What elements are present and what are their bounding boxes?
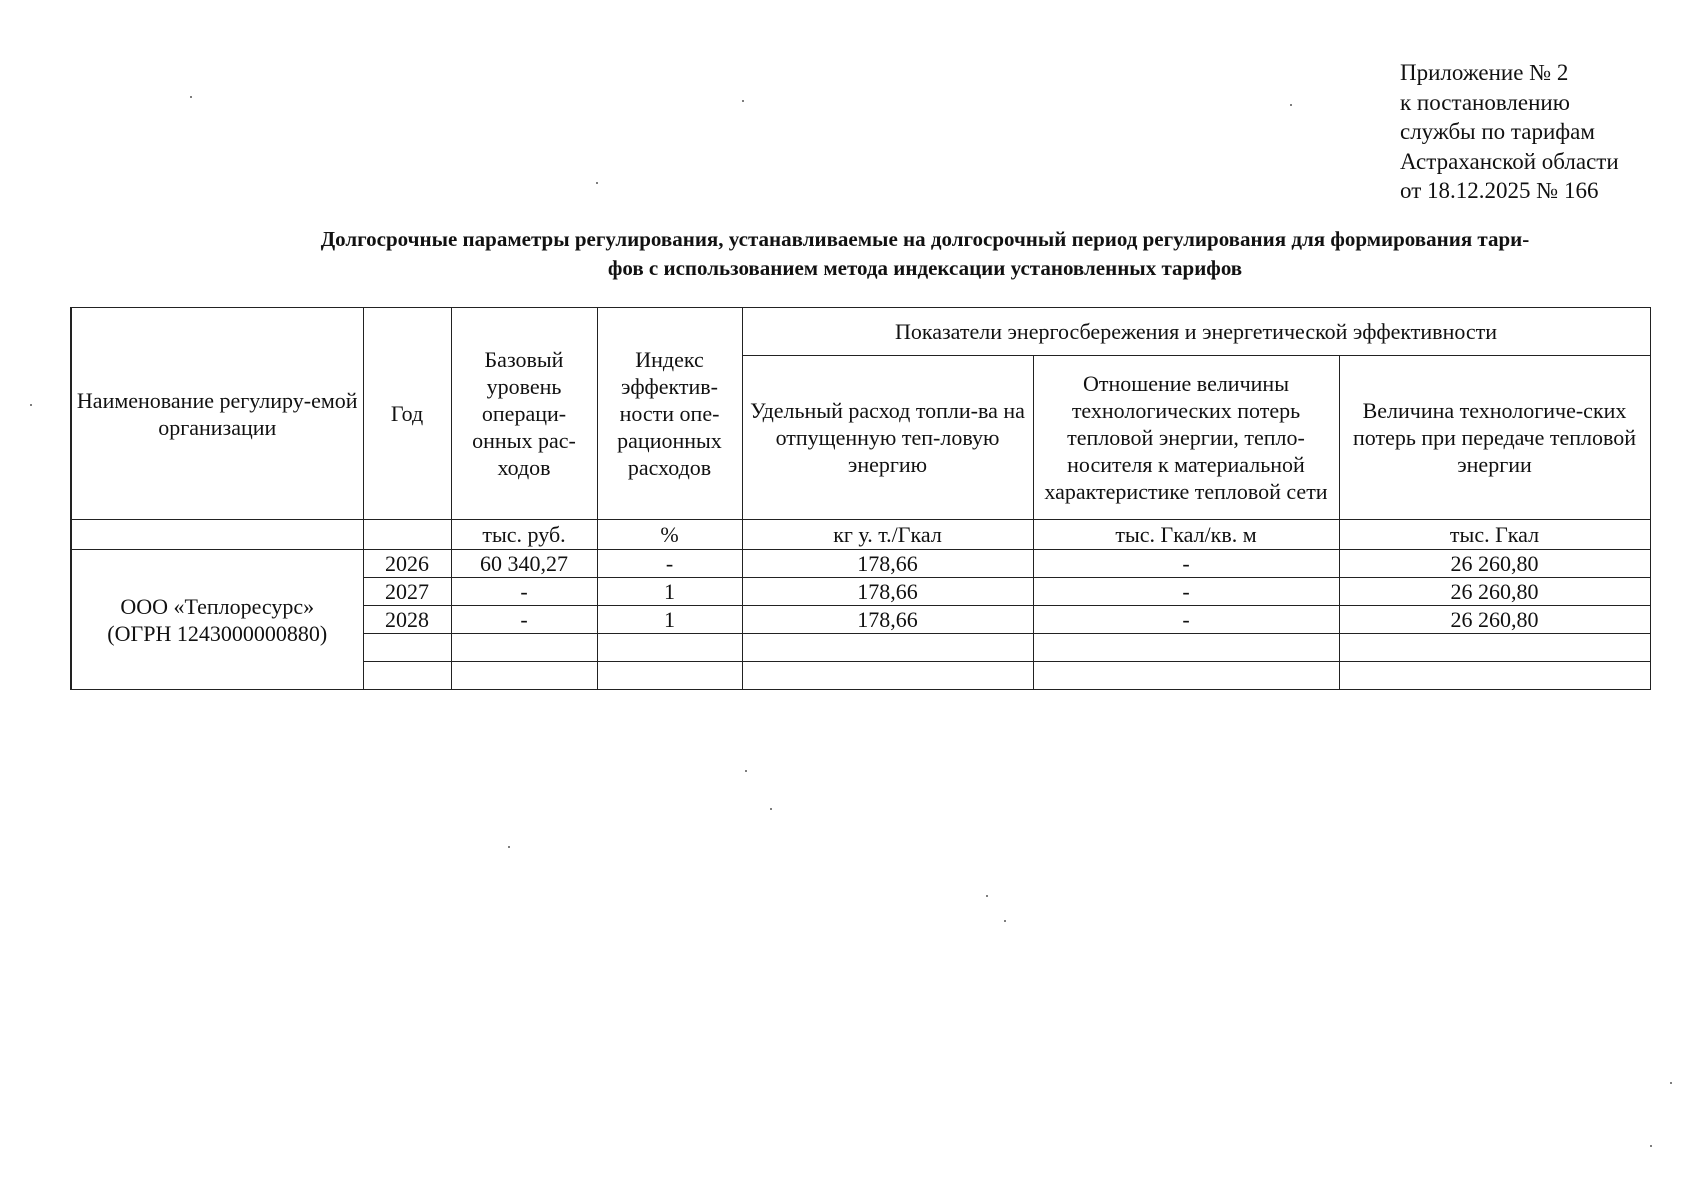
organization-ogrn: (ОГРН 1243000000880) [107,620,328,646]
header-loss-ratio: Отношение величины технологических потерь тепловой энергии, тепло-носителя к материальной характеристике тепловой сети [1033,356,1339,520]
unit-fuel-rate: кг у. т./Гкал [742,520,1033,550]
unit-base-level: тыс. руб. [451,520,597,550]
organization-cell [71,550,363,690]
organization-name: ООО «Теплоресурс» [120,593,315,619]
cell-loss-ratio: - [1033,550,1339,578]
empty-cell [742,662,1033,690]
header-year: Год [363,308,451,520]
header-base-level: Базовый уровень операци-онных рас-ходов [451,308,597,520]
header-row-1 [71,308,1650,356]
scan-speck [742,100,744,102]
cell-fuel-rate: 178,66 [742,606,1033,634]
scan-speck [770,808,772,810]
cell-year: 2028 [363,606,451,634]
empty-cell [1033,662,1339,690]
table-row [71,550,1650,578]
appendix-line: службы по тарифам [1400,119,1595,144]
unit-losses: тыс. Гкал [1339,520,1650,550]
header-organization: Наименование регулиру-емой организации [71,308,363,520]
empty-cell [597,662,742,690]
scan-speck [30,404,32,406]
cell-base-level: - [451,578,597,606]
header-energy-group: Показатели энергосбережения и энергетической эффективности [742,308,1650,356]
regulation-parameters-table [70,307,1651,690]
scan-speck [508,846,510,848]
empty-cell [363,634,451,662]
cell-year: 2027 [363,578,451,606]
cell-fuel-rate: 178,66 [742,578,1033,606]
empty-cell [451,634,597,662]
header-efficiency-index: Индекс эффектив-ности опе-рационных расходов [597,308,742,520]
appendix-block [1400,58,1619,206]
unit-loss-ratio: тыс. Гкал/кв. м [1033,520,1339,550]
empty-cell [363,662,451,690]
title-line-1: Долгосрочные параметры регулирования, устанавливаемые на долгосрочный период регулирования для формирования тари- [320,227,1530,251]
empty-cell [1339,662,1650,690]
cell-losses: 26 260,80 [1339,578,1650,606]
scan-speck [745,770,747,772]
scan-speck [1004,920,1006,922]
scan-speck [986,895,988,897]
units-row [71,520,1650,550]
empty-cell [1033,634,1339,662]
appendix-line: Приложение № 2 [1400,60,1569,85]
title-line-2: фов с использованием метода индексации установленных тарифов [607,256,1243,280]
empty-cell [1339,634,1650,662]
scan-speck [1290,104,1292,106]
cell-base-level: - [451,606,597,634]
appendix-line: от 18.12.2025 № 166 [1400,178,1599,203]
cell-loss-ratio: - [1033,606,1339,634]
cell-efficiency-index: 1 [597,606,742,634]
header-fuel-rate: Удельный расход топли-ва на отпущенную теп-ловую энергию [742,356,1033,520]
empty-cell [597,634,742,662]
cell-efficiency-index: - [597,550,742,578]
empty-cell [451,662,597,690]
unit-organization-empty [71,520,363,550]
cell-fuel-rate: 178,66 [742,550,1033,578]
appendix-line: Астраханской области [1400,148,1619,174]
cell-year: 2026 [363,550,451,578]
unit-efficiency-index: % [597,520,742,550]
document-title [200,225,1650,283]
appendix-line: к постановлению [1400,89,1570,115]
cell-loss-ratio: - [1033,578,1339,606]
cell-losses: 26 260,80 [1339,550,1650,578]
scan-speck [1650,1145,1652,1147]
scan-speck [1670,1082,1672,1084]
header-losses: Величина технологиче-ских потерь при передаче тепловой энергии [1339,356,1650,520]
scan-speck [190,96,192,98]
empty-cell [742,634,1033,662]
cell-base-level: 60 340,27 [451,550,597,578]
unit-year-empty [363,520,451,550]
scan-speck [596,182,598,184]
cell-efficiency-index: 1 [597,578,742,606]
cell-losses: 26 260,80 [1339,606,1650,634]
